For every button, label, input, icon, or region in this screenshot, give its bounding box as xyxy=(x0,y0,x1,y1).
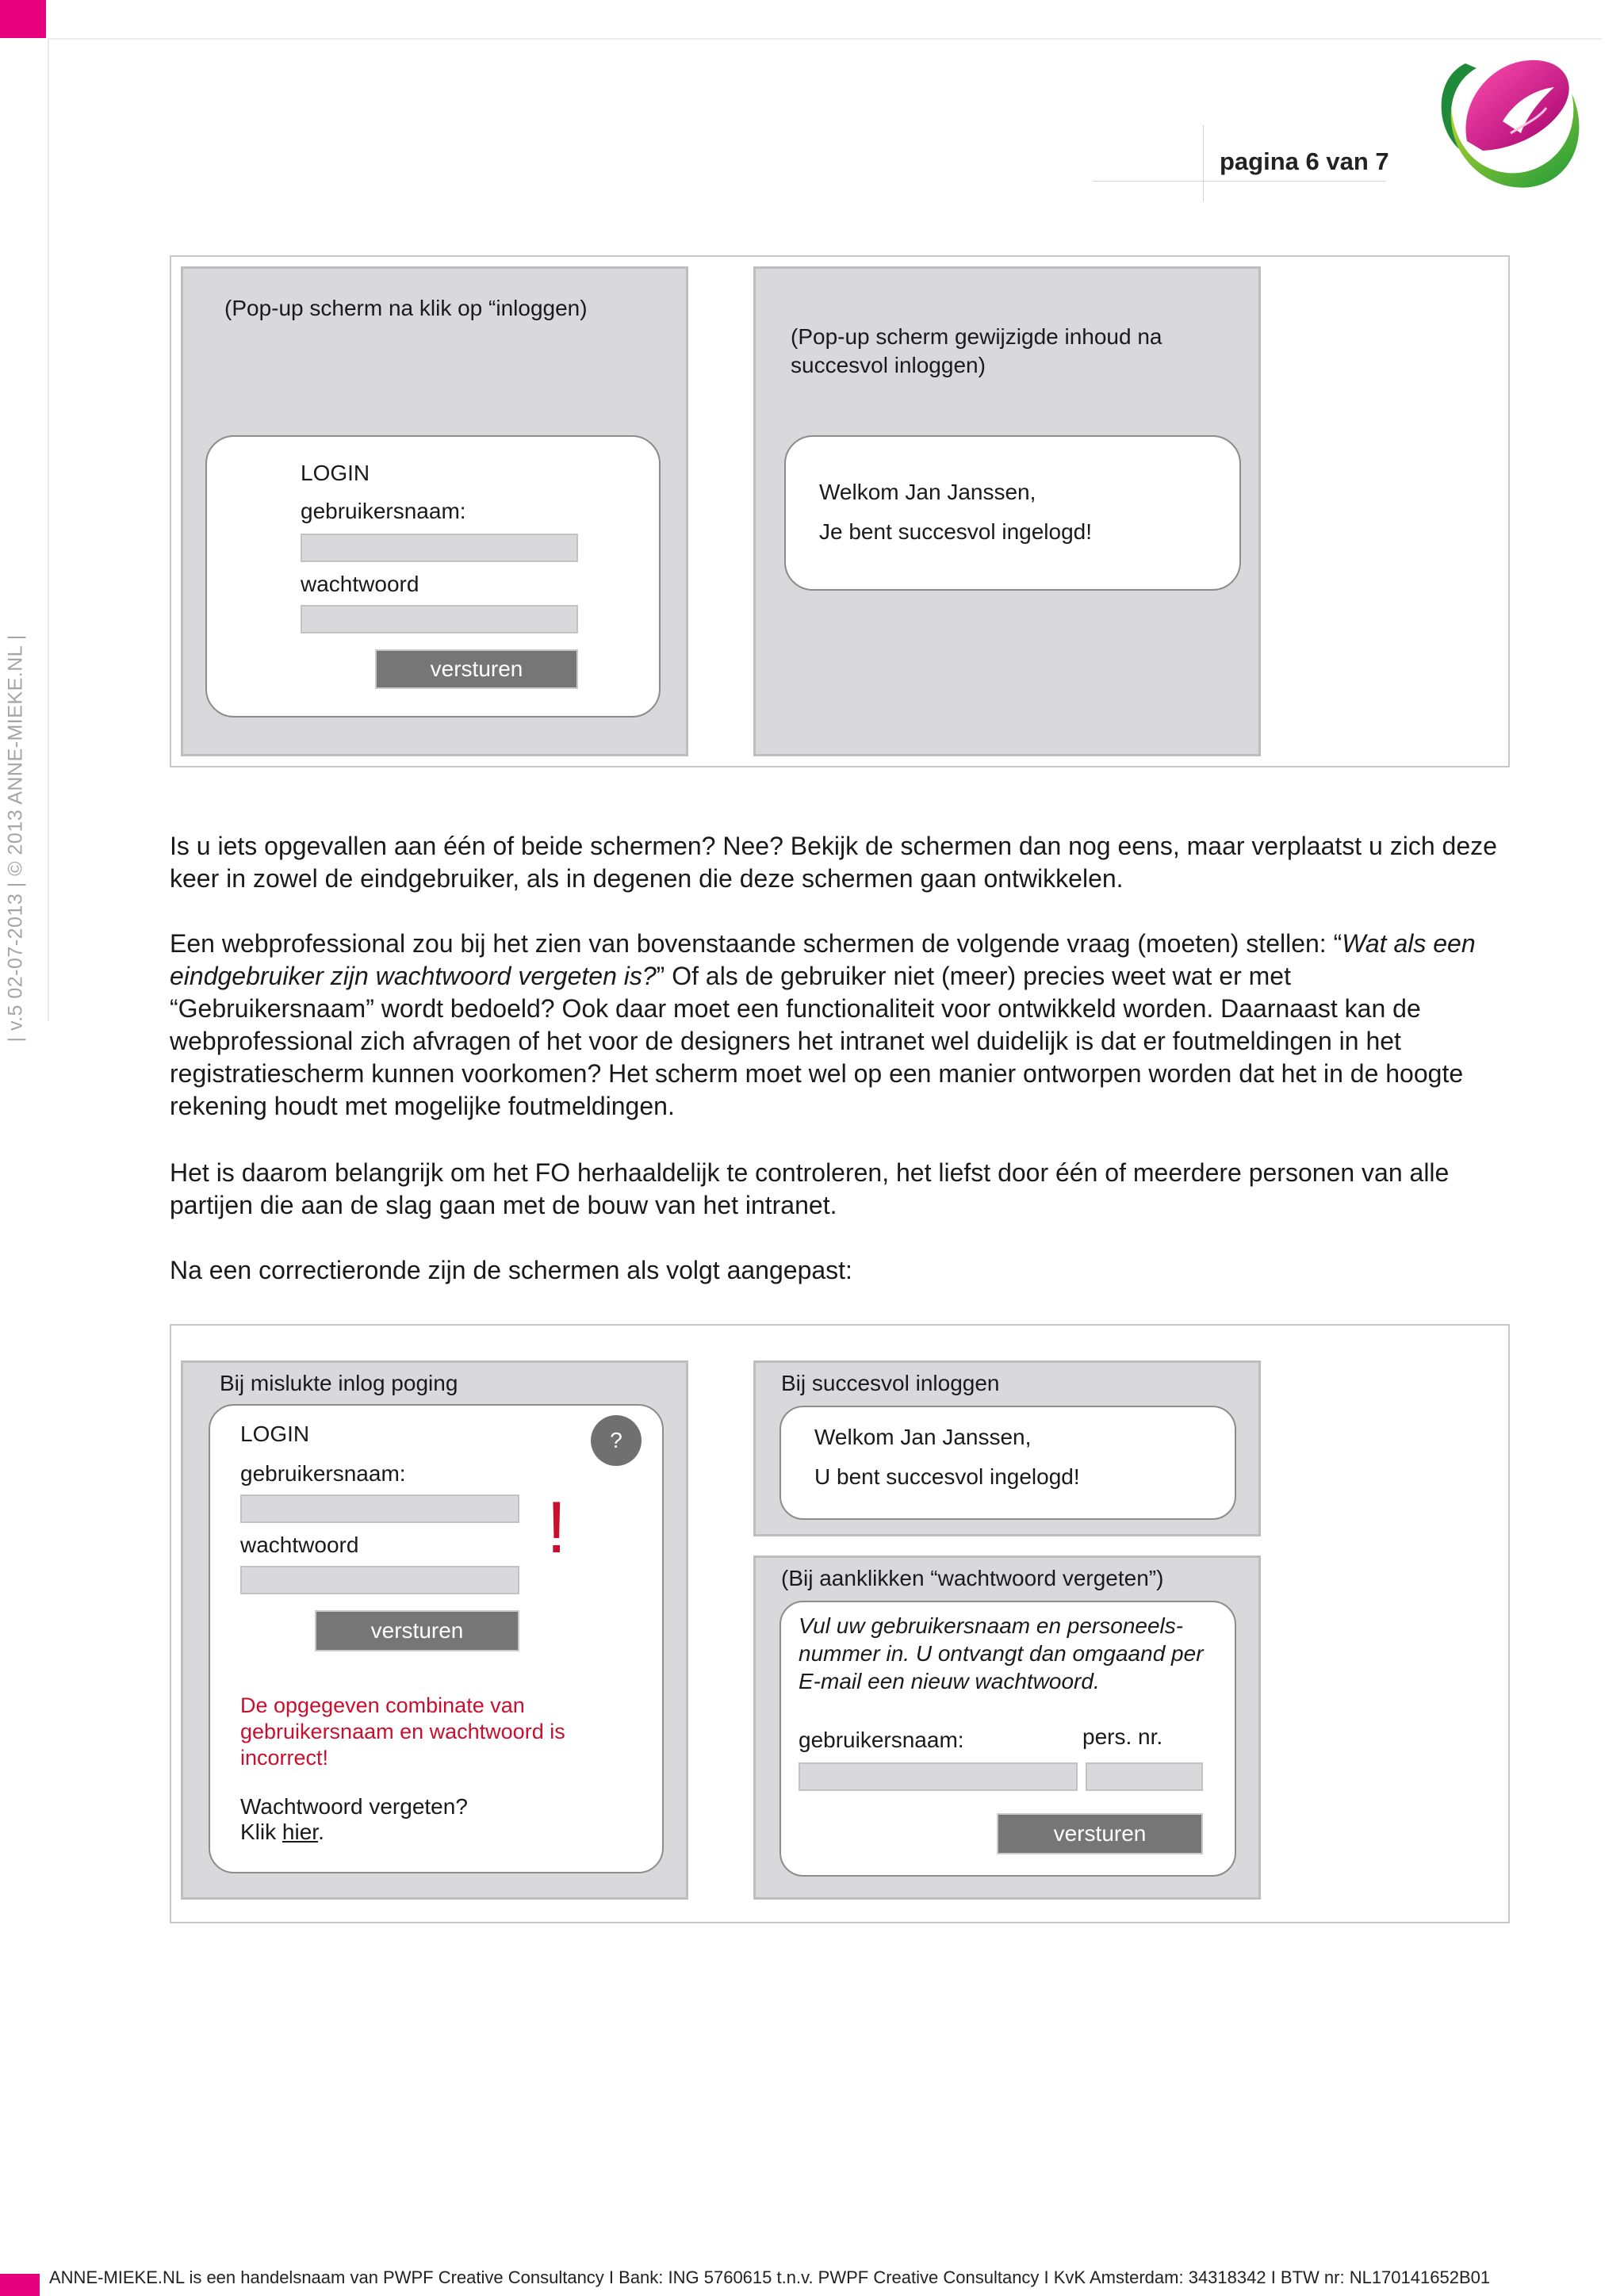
submit-button[interactable]: versturen xyxy=(375,649,578,689)
success-login-panel xyxy=(753,1360,1261,1536)
username-label: gebruikersnaam: xyxy=(240,1461,406,1486)
paragraph-text xyxy=(170,928,1502,1123)
username-input[interactable] xyxy=(301,534,578,562)
paragraph-1 xyxy=(170,830,1502,895)
submit-button[interactable]: versturen xyxy=(997,1813,1203,1854)
paragraph-text: Na een correctieronde zijn de schermen als volgt aangepast: xyxy=(170,1256,852,1284)
welcome-card xyxy=(779,1406,1236,1520)
paragraph-question: Wat als een eindgebruiker zijn wachtwoord vergeten is? xyxy=(170,929,1476,990)
login-title: LOGIN xyxy=(240,1422,310,1446)
password-label: wachtwoord xyxy=(301,572,419,596)
brand-logo-icon xyxy=(1427,46,1586,197)
submit-button[interactable]: versturen xyxy=(315,1610,519,1651)
panel-caption: (Pop-up scherm gewijzigde inhoud na succesvol inloggen) xyxy=(791,324,1162,377)
click-prefix: Klik xyxy=(240,1820,282,1844)
click-here-line xyxy=(240,1820,324,1845)
paragraph-text: Het is daarom belangrijk om het FO herhaaldelijk te controleren, het liefst door één of meerdere personen van alle partijen die aan de slag gaan met de bouw van het intranet. xyxy=(170,1158,1450,1219)
error-message: De opgegeven combinate van gebruikersnaam en wachtwoord is incorrect! xyxy=(240,1693,565,1770)
left-rule xyxy=(48,38,49,1021)
paragraph-3 xyxy=(170,1157,1502,1222)
paragraph-text-start: Een webprofessional zou bij het zien van bovenstaande schermen de volgende vraag (moeten) stellen: “ xyxy=(170,929,1342,958)
paragraph-2 xyxy=(170,928,1502,1123)
error-exclamation-icon: ! xyxy=(546,1487,567,1568)
password-input[interactable] xyxy=(301,605,578,633)
corner-mark xyxy=(0,0,46,38)
welcome-line-1: Welkom Jan Janssen, xyxy=(819,480,1036,504)
personnel-number-input[interactable] xyxy=(1086,1762,1203,1791)
help-icon[interactable]: ? xyxy=(591,1415,642,1466)
welcome-line-2: Je bent succesvol ingelogd! xyxy=(819,519,1092,544)
page-number: pagina 6 van 7 xyxy=(1220,147,1389,175)
popup-login-panel xyxy=(181,266,688,756)
username-input[interactable] xyxy=(799,1762,1078,1791)
paragraph-text: Is u iets opgevallen aan één of beide schermen? Nee? Bekijk de schermen dan nog eens, maar verplaatst u zich deze keer in zowel de eindgebruiker, als in degenen die deze schermen gaan ontwikkelen. xyxy=(170,832,1497,893)
failed-login-panel xyxy=(181,1360,688,1900)
forgot-password-panel xyxy=(753,1556,1261,1900)
footer-corner-mark xyxy=(0,2274,40,2296)
username-input[interactable] xyxy=(240,1494,519,1523)
footer-text: ANNE-MIEKE.NL is een handelsnaam van PWPF Creative Consultancy I Bank: ING 5760615 t.n.v. PWPF Creative Consultancy I KvK Amsterdam: 34318342 I BTW nr: NL170141652B01 xyxy=(49,2267,1491,2287)
side-version-text: | v.5 02-07-2013 | © 2013 ANNE-MIEKE.NL | xyxy=(4,634,27,1043)
popup-success-panel xyxy=(753,266,1261,756)
login-card xyxy=(205,435,661,718)
panel-caption: (Bij aanklikken “wachtwoord vergeten”) xyxy=(781,1566,1164,1590)
click-suffix: . xyxy=(318,1820,324,1844)
username-label: gebruikersnaam: xyxy=(799,1728,964,1752)
welcome-line-1: Welkom Jan Janssen, xyxy=(814,1425,1032,1449)
personnel-number-label: pers. nr. xyxy=(1082,1724,1163,1749)
panel-caption: (Pop-up scherm na klik op “inloggen) xyxy=(224,296,588,320)
login-title: LOGIN xyxy=(301,461,370,485)
password-input[interactable] xyxy=(240,1566,519,1594)
forgot-password-text: Wachtwoord vergeten? xyxy=(240,1794,468,1819)
welcome-line-2: U bent succesvol ingelogd! xyxy=(814,1464,1080,1489)
paragraph-text-end: ” Of als de gebruiker niet (meer) precies weet wat er met “Gebruikersnaam” wordt bedoeld? Ook daar moet een functionaliteit voor ontwikkeld worden. Daarnaast kan de webprofessional zich afvragen of het voor de designers het intranet wel duidelijk is dat er foutmeldingen in het registratiescherm kunnen voorkomen? Het scherm moet wel op een manier ontworpen worden dat het in de hoogte rekening houdt met mogelijke foutmeldingen. xyxy=(170,962,1464,1120)
login-card xyxy=(209,1404,664,1873)
welcome-card xyxy=(784,435,1241,591)
header-rule xyxy=(1093,181,1386,182)
top-rule xyxy=(48,38,1602,40)
panel-caption: Bij mislukte inlog poging xyxy=(220,1371,458,1395)
paragraph-4 xyxy=(170,1254,1502,1287)
header-rule-vertical xyxy=(1203,125,1204,201)
forgot-instructions: Vul uw gebruikersnaam en personeels- nummer in. U ontvangt dan omgaand per E-mail een nieuw wachtwoord. xyxy=(799,1613,1204,1693)
password-label: wachtwoord xyxy=(240,1533,359,1557)
forgot-password-card xyxy=(779,1601,1236,1877)
forgot-password-link[interactable]: hier xyxy=(282,1820,319,1844)
username-label: gebruikersnaam: xyxy=(301,499,466,523)
panel-caption: Bij succesvol inloggen xyxy=(781,1371,1000,1395)
